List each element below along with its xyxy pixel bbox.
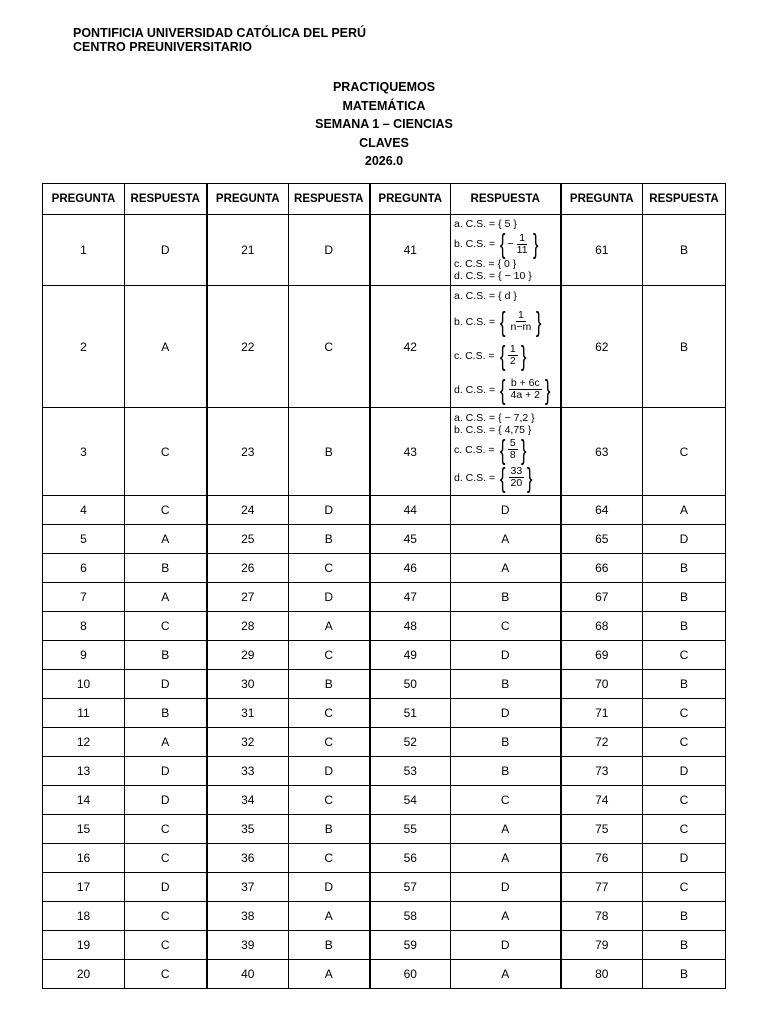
- answer-cell: B: [643, 670, 726, 699]
- answer-cell: B: [643, 931, 726, 960]
- answer-cell: B: [289, 815, 370, 844]
- answer-cell: C: [289, 641, 370, 670]
- answer-cell: C: [643, 728, 726, 757]
- answer-cell: C: [643, 408, 726, 496]
- table-row: [43, 873, 726, 902]
- answer-cell: B: [289, 670, 370, 699]
- answer-cell: C: [643, 699, 726, 728]
- question-number: 10: [43, 670, 125, 699]
- title-practiquemos: PRACTIQUEMOS: [332, 80, 436, 94]
- question-number: 7: [43, 583, 125, 612]
- answer-cell: A: [289, 960, 370, 989]
- answer-cell: C: [451, 612, 561, 641]
- question-number: 77: [561, 873, 643, 902]
- answer-cell: B: [643, 554, 726, 583]
- option-a: a. C.S. = { 5 }: [454, 218, 517, 230]
- document-title-block: [0, 78, 768, 171]
- option-b: b. C.S. = { − $\frac{1}{11}$ }: [454, 228, 539, 259]
- title-keys: CLAVES: [359, 135, 409, 150]
- answer-cell: D: [289, 583, 370, 612]
- table-row: [43, 215, 726, 286]
- col-header-respuesta: RESPUESTA: [643, 184, 726, 215]
- answer-cell: C: [289, 286, 370, 408]
- answer-cell: D: [643, 844, 726, 873]
- col-header-pregunta: PREGUNTA: [370, 184, 451, 215]
- title-week: SEMANA 1 – CIENCIAS: [315, 117, 453, 131]
- question-number: 68: [561, 612, 643, 641]
- table-row: [43, 815, 726, 844]
- question-number: 32: [207, 728, 289, 757]
- col-header-respuesta: RESPUESTA: [451, 184, 561, 215]
- institution-name: PONTIFICIA UNIVERSIDAD CATÓLICA DEL PERÚ: [73, 26, 367, 40]
- answer-cell: C: [125, 960, 207, 989]
- question-number: 66: [561, 554, 643, 583]
- answer-cell: D: [125, 215, 207, 286]
- answer-cell: D: [289, 873, 370, 902]
- question-number: 36: [207, 844, 289, 873]
- question-number: 65: [561, 525, 643, 554]
- question-number: 4: [43, 496, 125, 525]
- table-row: [43, 786, 726, 815]
- question-number: 2: [43, 286, 125, 408]
- question-number: 17: [43, 873, 125, 902]
- question-number: 9: [43, 641, 125, 670]
- answer-cell: A: [125, 728, 207, 757]
- answer-cell: B: [289, 408, 370, 496]
- table-row: [43, 286, 726, 408]
- answer-cell: C: [125, 931, 207, 960]
- question-number: 72: [561, 728, 643, 757]
- question-number: 38: [207, 902, 289, 931]
- answer-cell: C: [125, 408, 207, 496]
- question-number: 51: [370, 699, 451, 728]
- table-row: [43, 670, 726, 699]
- question-number: 27: [207, 583, 289, 612]
- answer-cell: D: [289, 215, 370, 286]
- answer-cell: B: [451, 583, 561, 612]
- institution-header: [73, 26, 366, 54]
- answer-cell: A: [451, 960, 561, 989]
- col-header-respuesta: RESPUESTA: [125, 184, 207, 215]
- question-number: 22: [207, 286, 289, 408]
- answer-cell: D: [125, 873, 207, 902]
- question-number: 33: [207, 757, 289, 786]
- col-header-respuesta: RESPUESTA: [289, 184, 370, 215]
- question-number: 78: [561, 902, 643, 931]
- question-number: 20: [43, 960, 125, 989]
- question-number: 12: [43, 728, 125, 757]
- question-number: 76: [561, 844, 643, 873]
- question-number: 45: [370, 525, 451, 554]
- question-number: 46: [370, 554, 451, 583]
- table-row: [43, 554, 726, 583]
- answer-cell: C: [643, 815, 726, 844]
- option-a: a. C.S. = { d }: [454, 289, 517, 302]
- question-number: 28: [207, 612, 289, 641]
- option-d: d. C.S. = { $\frac{33}{20}$ }: [454, 461, 533, 493]
- question-number: 63: [561, 408, 643, 496]
- question-number: 15: [43, 815, 125, 844]
- question-number: 59: [370, 931, 451, 960]
- title-year: 2026.0: [364, 154, 404, 168]
- answer-cell: C: [125, 612, 207, 641]
- table-row: [43, 902, 726, 931]
- question-number: 52: [370, 728, 451, 757]
- question-number: 26: [207, 554, 289, 583]
- question-number: 42: [370, 286, 451, 408]
- answer-cell: C: [643, 786, 726, 815]
- question-number: 43: [370, 408, 451, 496]
- question-number: 11: [43, 699, 125, 728]
- answer-cell: B: [289, 931, 370, 960]
- answer-cell: A: [289, 902, 370, 931]
- question-number: 19: [43, 931, 125, 960]
- question-number: 30: [207, 670, 289, 699]
- question-number: 31: [207, 699, 289, 728]
- answer-cell: C: [125, 496, 207, 525]
- option-c: c. C.S. = { $\frac{5}{8}$ }: [454, 433, 527, 465]
- answer-cell: B: [451, 728, 561, 757]
- answer-cell: C: [125, 815, 207, 844]
- table-row: [43, 931, 726, 960]
- question-number: 21: [207, 215, 289, 286]
- answer-cell: D: [289, 757, 370, 786]
- answer-cell: B: [451, 757, 561, 786]
- question-number: 70: [561, 670, 643, 699]
- answer-cell: D: [451, 496, 561, 525]
- question-number: 14: [43, 786, 125, 815]
- answer-cell: B: [643, 612, 726, 641]
- question-number: 60: [370, 960, 451, 989]
- question-number: 23: [207, 408, 289, 496]
- table-row: [43, 757, 726, 786]
- question-number: 34: [207, 786, 289, 815]
- answer-cell: A: [451, 815, 561, 844]
- option-b: b. C.S. = { $\frac{1}{n-m}$ }: [454, 305, 542, 337]
- question-number: 16: [43, 844, 125, 873]
- question-number: 69: [561, 641, 643, 670]
- table-row: [43, 960, 726, 989]
- answer-cell: C: [125, 902, 207, 931]
- question-number: 35: [207, 815, 289, 844]
- answer-cell: A: [125, 286, 207, 408]
- answer-cell: D: [125, 786, 207, 815]
- answer-cell: B: [643, 286, 726, 408]
- question-number: 62: [561, 286, 643, 408]
- question-number: 61: [561, 215, 643, 286]
- answer-cell: C: [125, 844, 207, 873]
- answer-cell: C: [289, 699, 370, 728]
- table-header-row: [43, 184, 726, 215]
- option-b: b. C.S. = { 4,75 }: [454, 423, 532, 436]
- question-number: 47: [370, 583, 451, 612]
- answer-cell: A: [451, 554, 561, 583]
- answer-cell: A: [643, 496, 726, 525]
- answer-options-cell: [451, 286, 561, 408]
- title-subject: MATEMÁTICA: [342, 98, 426, 113]
- answer-cell: C: [451, 786, 561, 815]
- question-number: 56: [370, 844, 451, 873]
- question-number: 41: [370, 215, 451, 286]
- question-number: 3: [43, 408, 125, 496]
- answer-cell: D: [451, 931, 561, 960]
- question-number: 58: [370, 902, 451, 931]
- question-number: 75: [561, 815, 643, 844]
- table-row: [43, 844, 726, 873]
- question-number: 53: [370, 757, 451, 786]
- answer-cell: A: [289, 612, 370, 641]
- answer-key-table: [42, 183, 726, 989]
- table-row: [43, 496, 726, 525]
- table-row: [43, 583, 726, 612]
- answer-cell: D: [643, 525, 726, 554]
- answer-cell: A: [125, 583, 207, 612]
- question-number: 74: [561, 786, 643, 815]
- question-number: 1: [43, 215, 125, 286]
- question-number: 80: [561, 960, 643, 989]
- question-number: 67: [561, 583, 643, 612]
- answer-options-cell: [451, 215, 561, 286]
- answer-cell: A: [451, 525, 561, 554]
- question-number: 29: [207, 641, 289, 670]
- col-header-pregunta: PREGUNTA: [207, 184, 289, 215]
- option-a: a. C.S. = { − 7,2 }: [454, 411, 535, 424]
- question-number: 24: [207, 496, 289, 525]
- col-header-pregunta: PREGUNTA: [43, 184, 125, 215]
- question-number: 55: [370, 815, 451, 844]
- question-number: 50: [370, 670, 451, 699]
- table-row: [43, 728, 726, 757]
- center-name: CENTRO PREUNIVERSITARIO: [73, 40, 252, 54]
- question-number: 54: [370, 786, 451, 815]
- question-number: 6: [43, 554, 125, 583]
- answer-cell: D: [451, 873, 561, 902]
- answer-cell: B: [643, 902, 726, 931]
- answer-cell: B: [125, 699, 207, 728]
- question-number: 18: [43, 902, 125, 931]
- question-number: 13: [43, 757, 125, 786]
- answer-cell: C: [289, 786, 370, 815]
- answer-cell: D: [125, 670, 207, 699]
- answer-options-cell: [451, 408, 561, 496]
- answer-cell: D: [125, 757, 207, 786]
- question-number: 37: [207, 873, 289, 902]
- option-c: c. C.S. = { 0 }: [454, 258, 517, 270]
- answer-cell: D: [643, 757, 726, 786]
- option-d: d. C.S. = { − 10 }: [454, 270, 532, 282]
- answer-cell: B: [289, 525, 370, 554]
- col-header-pregunta: PREGUNTA: [561, 184, 643, 215]
- table-row: [43, 641, 726, 670]
- table-row: [43, 408, 726, 496]
- question-number: 79: [561, 931, 643, 960]
- answer-cell: C: [289, 728, 370, 757]
- question-number: 57: [370, 873, 451, 902]
- question-number: 39: [207, 931, 289, 960]
- question-number: 71: [561, 699, 643, 728]
- answer-cell: B: [643, 583, 726, 612]
- answer-cell: A: [125, 525, 207, 554]
- answer-cell: D: [451, 699, 561, 728]
- answer-cell: C: [289, 844, 370, 873]
- answer-cell: B: [451, 670, 561, 699]
- answer-cell: D: [451, 641, 561, 670]
- answer-cell: B: [643, 960, 726, 989]
- answer-cell: B: [125, 641, 207, 670]
- answer-cell: A: [451, 844, 561, 873]
- question-number: 5: [43, 525, 125, 554]
- question-number: 73: [561, 757, 643, 786]
- table-row: [43, 699, 726, 728]
- table-row: [43, 612, 726, 641]
- answer-cell: C: [643, 641, 726, 670]
- question-number: 49: [370, 641, 451, 670]
- answer-cell: B: [643, 215, 726, 286]
- answer-cell: B: [125, 554, 207, 583]
- question-number: 48: [370, 612, 451, 641]
- option-d: d. C.S. = { $\frac{b + 6c}{4a + 2}$ }: [454, 373, 551, 405]
- question-number: 40: [207, 960, 289, 989]
- question-number: 8: [43, 612, 125, 641]
- answer-cell: C: [289, 554, 370, 583]
- question-number: 25: [207, 525, 289, 554]
- option-c: c. C.S. = { $\frac{1}{2}$ }: [454, 339, 527, 371]
- answer-cell: A: [451, 902, 561, 931]
- answer-cell: D: [289, 496, 370, 525]
- question-number: 64: [561, 496, 643, 525]
- table-row: [43, 525, 726, 554]
- answer-cell: C: [643, 873, 726, 902]
- question-number: 44: [370, 496, 451, 525]
